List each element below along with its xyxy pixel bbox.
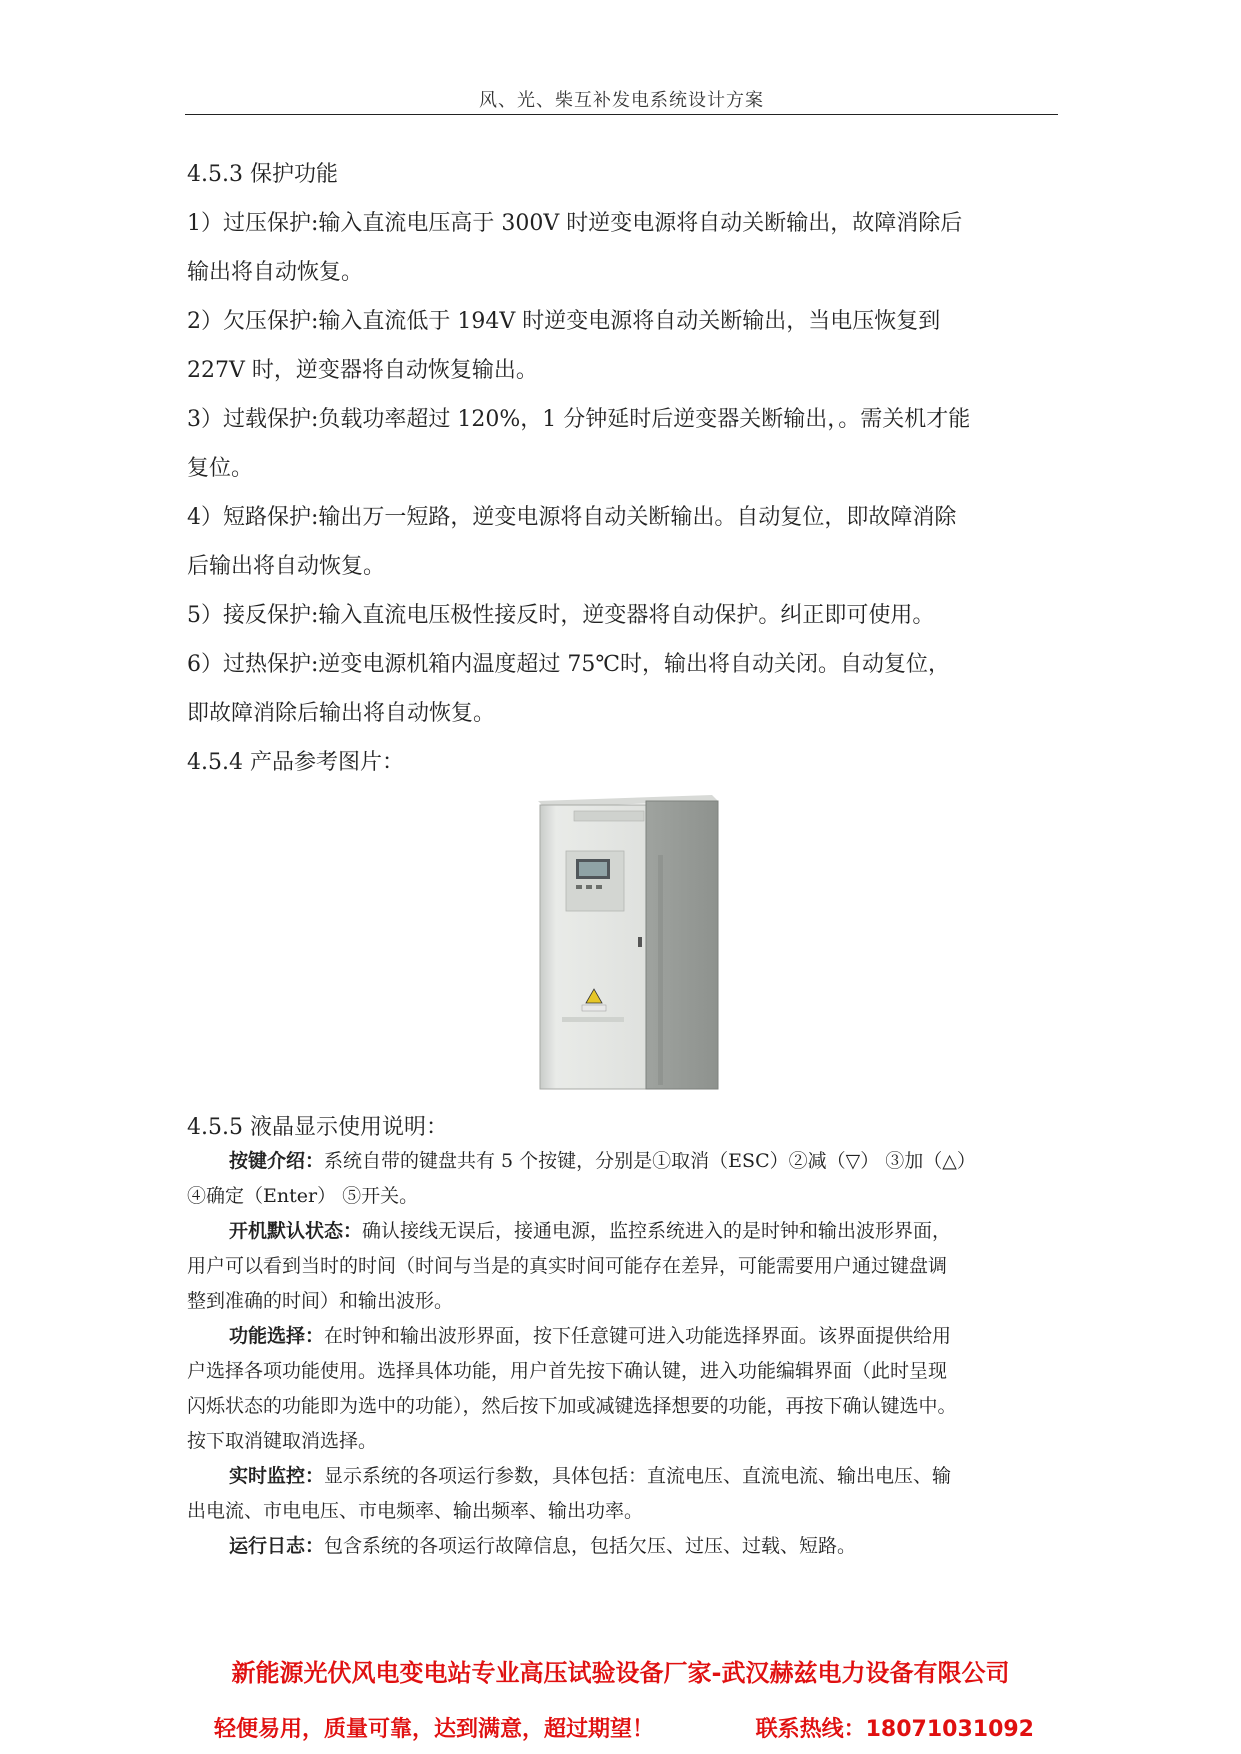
- protection-line: 227V 时，逆变器将自动恢复输出。: [187, 358, 538, 383]
- term-keys: 按键介绍：: [229, 1150, 325, 1172]
- section-heading-product: 4.5.4 产品参考图片：: [187, 750, 404, 775]
- footer-contact-line: [214, 1712, 1034, 1743]
- paragraph-text: 在时钟和输出波形界面，按下任意键可进入功能选择界面。该界面提供给用: [324, 1325, 952, 1347]
- protection-line: 4）短路保护:输出万一短路，逆变电源将自动关断输出。自动复位，即故障消除: [187, 505, 957, 530]
- paragraph-line: [187, 1214, 1059, 1249]
- paragraph-text: 包含系统的各项运行故障信息，包括欠压、过压、过载、短路。: [324, 1535, 857, 1557]
- protection-line: 复位。: [187, 456, 254, 481]
- protection-line: 后输出将自动恢复。: [187, 554, 386, 579]
- footer-slogan: 轻便易用，质量可靠，达到满意，超过期望！: [214, 1717, 655, 1742]
- paragraph-text: 显示系统的各项运行参数，具体包括：直流电压、直流电流、输出电压、输: [324, 1465, 952, 1487]
- paragraph-line: 出电流、市电电压、市电频率、输出频率、输出功率。: [187, 1500, 644, 1522]
- protection-line: 2）欠压保护:输入直流低于 194V 时逆变电源将自动关断输出，当电压恢复到: [187, 309, 941, 334]
- term-boot-state: 开机默认状态：: [229, 1220, 363, 1242]
- section-heading-lcd: 4.5.5 液晶显示使用说明：: [187, 1115, 448, 1140]
- paragraph-text: 确认接线无误后，接通电源，监控系统进入的是时钟和输出波形界面，: [362, 1220, 952, 1242]
- paragraph-line: [187, 1319, 1059, 1354]
- term-realtime-monitor: 实时监控：: [229, 1465, 325, 1487]
- section-heading-protection: 4.5.3 保护功能: [187, 162, 338, 187]
- protection-line: 即故障消除后输出将自动恢复。: [187, 701, 496, 726]
- paragraph-line: ④确定（Enter） ⑤开关。: [187, 1185, 419, 1207]
- inverter-cabinet-image: [534, 795, 724, 1095]
- paragraph-line: 闪烁状态的功能即为选中的功能），然后按下加或减键选择想要的功能，再按下确认键选中。: [187, 1395, 957, 1417]
- running-header: 风、光、柴互补发电系统设计方案: [479, 90, 764, 111]
- term-function-select: 功能选择：: [229, 1325, 325, 1347]
- paragraph-line: 整到准确的时间）和输出波形。: [187, 1290, 454, 1312]
- paragraph-line: 户选择各项功能使用。选择具体功能，用户首先按下确认键，进入功能编辑界面（此时呈现: [187, 1360, 948, 1382]
- protection-line: 1）过压保护:输入直流电压高于 300V 时逆变电源将自动关断输出，故障消除后: [187, 211, 963, 236]
- term-run-log: 运行日志：: [229, 1535, 325, 1557]
- header-divider: [185, 114, 1058, 115]
- protection-line: 6）过热保护:逆变电源机箱内温度超过 75℃时，输出将自动关闭。自动复位，: [187, 652, 951, 677]
- lcd-section: [187, 1112, 1059, 1564]
- paragraph-line: [187, 1144, 1059, 1179]
- footer-company-line: 新能源光伏风电变电站专业高压试验设备厂家-武汉赫兹电力设备有限公司: [231, 1659, 1010, 1687]
- protection-line: 3）过载保护:负载功率超过 120%，1 分钟延时后逆变器关断输出，。需关机才能: [187, 407, 971, 432]
- paragraph-line: [187, 1459, 1059, 1494]
- protection-line: 输出将自动恢复。: [187, 260, 364, 285]
- protection-section: [187, 150, 1059, 787]
- protection-line: 5）接反保护:输入直流电压极性接反时，逆变器将自动保护。纠正即可使用。: [187, 603, 935, 628]
- paragraph-line: 按下取消键取消选择。: [187, 1430, 378, 1452]
- paragraph-line: [187, 1529, 1059, 1564]
- footer-hotline: 联系热线：18071031092: [755, 1717, 1034, 1742]
- paragraph-line: 用户可以看到当时的时间（时间与当是的真实时间可能存在差异，可能需要用户通过键盘调: [187, 1255, 948, 1277]
- paragraph-text: 系统自带的键盘共有 5 个按键，分别是①取消（ESC）②减（▽） ③加（△）: [324, 1150, 976, 1172]
